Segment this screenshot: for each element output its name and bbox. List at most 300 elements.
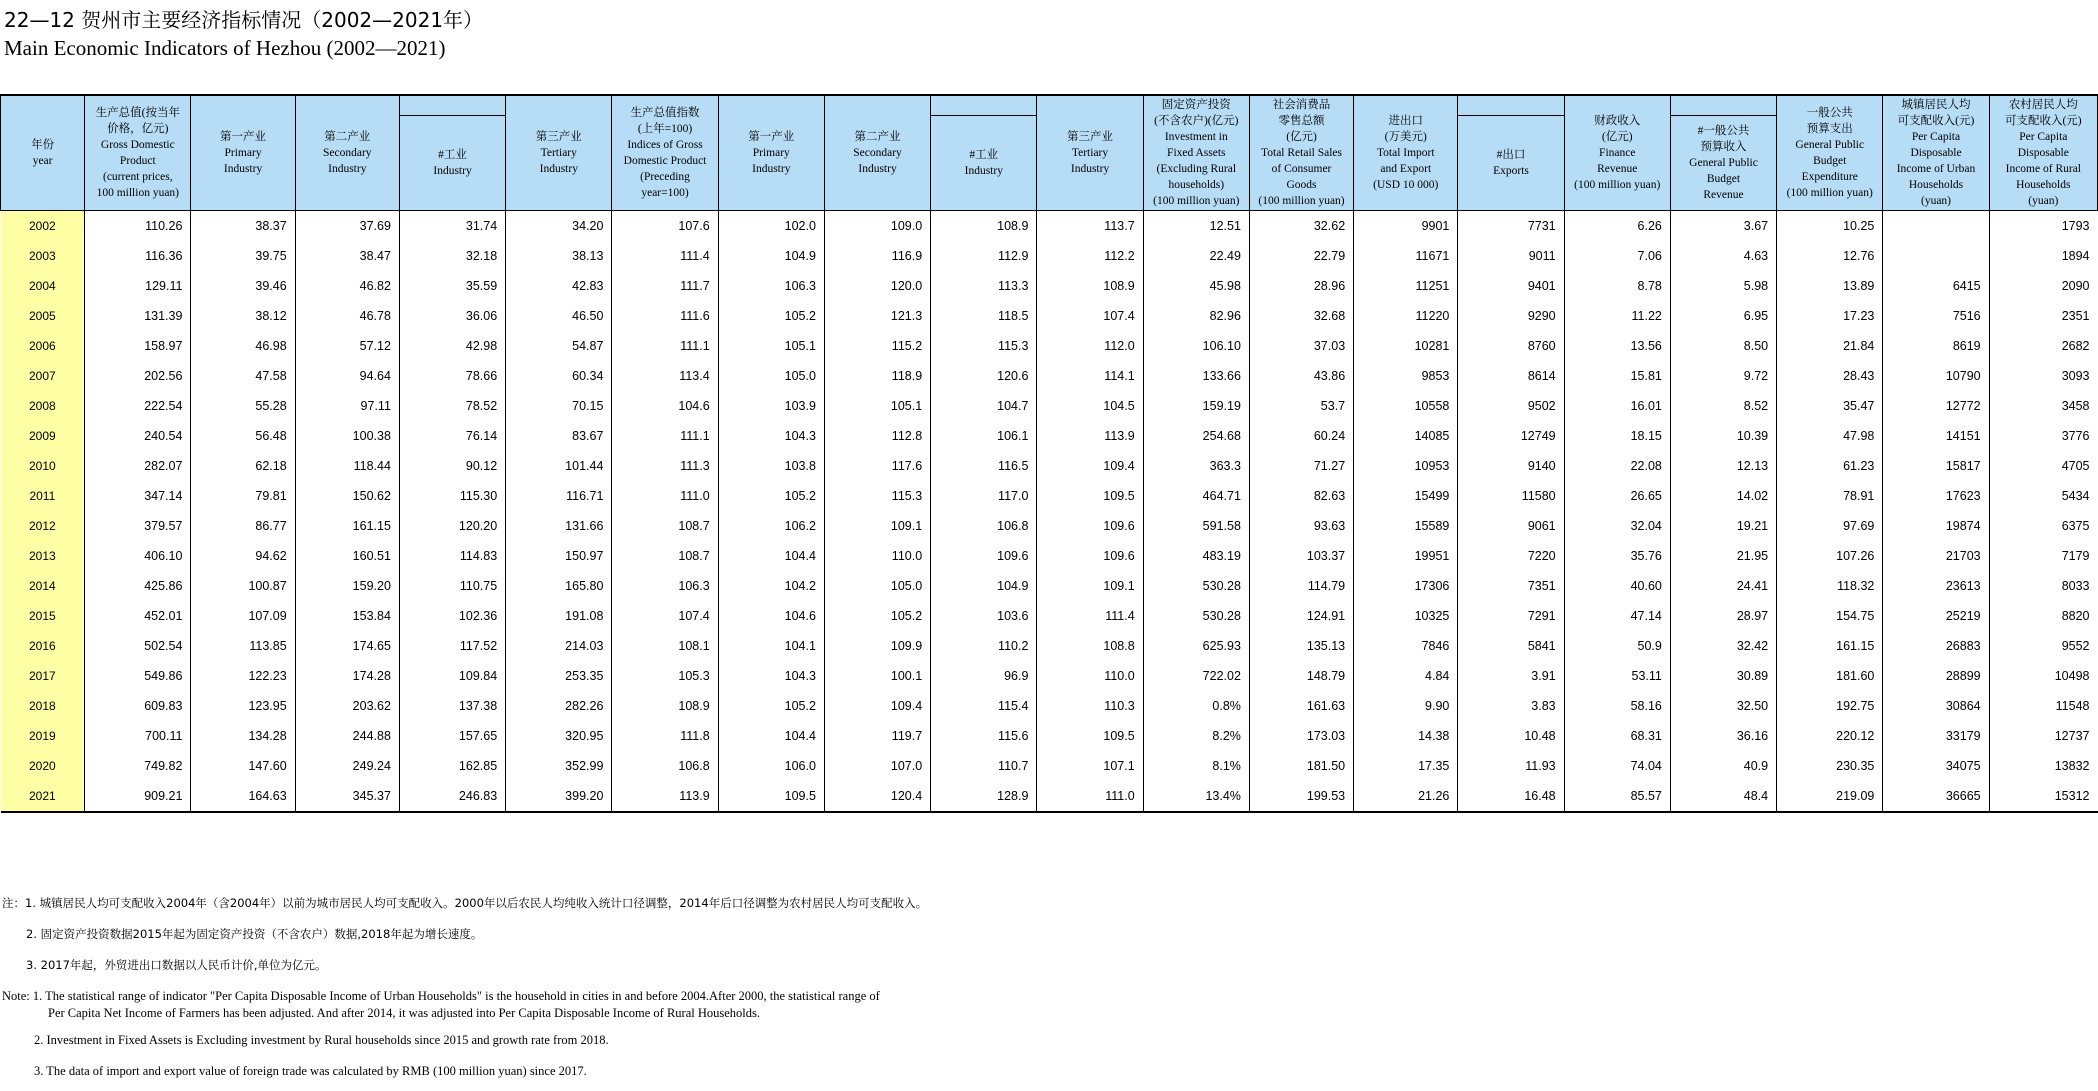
table-row <box>1 301 2098 331</box>
table-cell: 254.68 <box>1143 421 1249 451</box>
header-line: 可支配收入(元) <box>2004 115 2082 127</box>
header-line: Disposable <box>1910 147 1962 159</box>
table-cell: 104.9 <box>931 571 1037 601</box>
header-line: (上年=100) <box>637 123 693 135</box>
table-cell: 11.93 <box>1458 751 1564 781</box>
table-cell: 38.47 <box>295 241 399 271</box>
table-cell: 9901 <box>1354 211 1458 242</box>
table-cell: 8760 <box>1458 331 1564 361</box>
table-cell: 107.09 <box>191 601 295 631</box>
table-cell: 104.5 <box>1037 391 1143 421</box>
header-line: Revenue <box>1597 163 1638 175</box>
table-cell: 8.2% <box>1143 721 1249 751</box>
table-cell: 203.62 <box>295 691 399 721</box>
table-cell: 10.39 <box>1670 421 1776 451</box>
header-line: Product <box>119 155 156 167</box>
table-cell: 164.63 <box>191 781 295 812</box>
table-cell: 17.23 <box>1777 301 1883 331</box>
header-retail-sales <box>1249 95 1353 211</box>
table-cell: 16.48 <box>1458 781 1564 812</box>
header-line: General Public <box>1795 139 1865 151</box>
table-cell: 109.6 <box>931 541 1037 571</box>
table-cell: 7.06 <box>1564 241 1670 271</box>
table-cell: 108.8 <box>1037 631 1143 661</box>
table-cell: 110.75 <box>399 571 505 601</box>
table-cell: 11580 <box>1458 481 1564 511</box>
table-cell: 19874 <box>1883 511 1989 541</box>
table-cell: 42.98 <box>399 331 505 361</box>
table-cell: 12.51 <box>1143 211 1249 242</box>
table-cell: 97.69 <box>1777 511 1883 541</box>
table-cell: 68.31 <box>1564 721 1670 751</box>
table-cell: 13.89 <box>1777 271 1883 301</box>
header-line: 第三产业 <box>1067 131 1114 143</box>
header-rural-income <box>1989 95 2097 211</box>
table-cell: 10558 <box>1354 391 1458 421</box>
header-line: Total Import <box>1376 147 1435 159</box>
table-cell: 119.7 <box>824 721 930 751</box>
table-cell: 161.15 <box>1777 631 1883 661</box>
header-line: #工业 <box>438 149 467 162</box>
table-cell: 105.0 <box>824 571 930 601</box>
table-cell: 24.41 <box>1670 571 1776 601</box>
table-cell: 15.81 <box>1564 361 1670 391</box>
table-cell: 11251 <box>1354 271 1458 301</box>
table-cell: 22.08 <box>1564 451 1670 481</box>
header-secondary-index <box>824 95 930 211</box>
table-cell: 109.0 <box>824 211 930 242</box>
table-cell: 34075 <box>1883 751 1989 781</box>
table-cell: 17.35 <box>1354 751 1458 781</box>
table-cell: 103.8 <box>718 451 824 481</box>
table-cell: 12.76 <box>1777 241 1883 271</box>
table-cell: 61.23 <box>1777 451 1883 481</box>
table-cell: 105.2 <box>718 691 824 721</box>
header-line: households) <box>1168 179 1225 191</box>
header-industry-index-spacer <box>931 95 1037 116</box>
table-cell: 8619 <box>1883 331 1989 361</box>
header-line: Revenue <box>1703 189 1744 202</box>
note-en-1: Note: 1. The statistical range of indicator "Per Capita Disposable Income of Urban Households" is the household in cities in and before 2004.After 2000, the statistical range of <box>2 989 880 1003</box>
table-cell: 530.28 <box>1143 571 1249 601</box>
table-cell: 8.1% <box>1143 751 1249 781</box>
note-cn-2: 2. 固定资产投资数据2015年起为固定资产投资（不含农户）数据,2018年起为增长速度。 <box>26 927 483 941</box>
table-cell: 23613 <box>1883 571 1989 601</box>
table-cell: 8614 <box>1458 361 1564 391</box>
table-cell: 173.03 <box>1249 721 1353 751</box>
table-cell: 115.3 <box>824 481 930 511</box>
table-cell: 94.64 <box>295 361 399 391</box>
table-cell: 9140 <box>1458 451 1564 481</box>
table-cell: 6375 <box>1989 511 2097 541</box>
table-cell: 12749 <box>1458 421 1564 451</box>
page-title-en: Main Economic Indicators of Hezhou (2002—2021) <box>4 36 446 60</box>
table-cell: 47.14 <box>1564 601 1670 631</box>
table-cell: 120.4 <box>824 781 930 812</box>
table-cell: 105.1 <box>718 331 824 361</box>
table-cell: 3.91 <box>1458 661 1564 691</box>
table-cell: 464.71 <box>1143 481 1249 511</box>
table-cell: 3776 <box>1989 421 2097 451</box>
table-cell: 26883 <box>1883 631 1989 661</box>
note-en-2: 2. Investment in Fixed Assets is Excluding investment by Rural households since 2015 and growth rate from 2018. <box>34 1033 609 1047</box>
table-cell: 347.14 <box>85 481 191 511</box>
header-finance-revenue <box>1564 95 1670 211</box>
table-cell: 14.38 <box>1354 721 1458 751</box>
header-line: (100 million yuan) <box>1153 195 1240 207</box>
table-cell: 147.60 <box>191 751 295 781</box>
table-cell: 117.52 <box>399 631 505 661</box>
header-line: Households <box>2016 179 2071 191</box>
table-cell: 8033 <box>1989 571 2097 601</box>
table-cell: 148.79 <box>1249 661 1353 691</box>
year-cell: 2019 <box>1 721 85 751</box>
table-cell: 3458 <box>1989 391 2097 421</box>
table-cell: 118.32 <box>1777 571 1883 601</box>
table-cell: 35.47 <box>1777 391 1883 421</box>
table-cell: 116.9 <box>824 241 930 271</box>
header-line: Industry <box>328 163 367 175</box>
table-cell: 135.13 <box>1249 631 1353 661</box>
table-cell: 502.54 <box>85 631 191 661</box>
header-industry-spacer <box>399 95 505 116</box>
table-cell: 105.2 <box>824 601 930 631</box>
table-cell: 117.0 <box>931 481 1037 511</box>
table-cell: 111.4 <box>612 241 718 271</box>
table-row <box>1 331 2098 361</box>
table-cell: 14.02 <box>1670 481 1776 511</box>
table-cell: 9061 <box>1458 511 1564 541</box>
table-cell: 36.06 <box>399 301 505 331</box>
table-cell: 109.1 <box>824 511 930 541</box>
year-cell: 2003 <box>1 241 85 271</box>
table-cell: 120.0 <box>824 271 930 301</box>
table-cell: 9853 <box>1354 361 1458 391</box>
table-row <box>1 721 2098 751</box>
table-cell: 102.0 <box>718 211 824 242</box>
table-cell: 12737 <box>1989 721 2097 751</box>
table-row <box>1 781 2098 812</box>
table-cell: 38.12 <box>191 301 295 331</box>
header-budget-revenue-spacer <box>1670 95 1776 116</box>
header-line: of Consumer <box>1271 163 1332 175</box>
header-line: Finance <box>1599 147 1636 159</box>
table-row <box>1 571 2098 601</box>
table-cell: 82.63 <box>1249 481 1353 511</box>
header-line: Total Retail Sales <box>1261 147 1342 159</box>
table-cell: 113.4 <box>612 361 718 391</box>
table-cell: 90.12 <box>399 451 505 481</box>
table-cell: 82.96 <box>1143 301 1249 331</box>
table-cell: 7220 <box>1458 541 1564 571</box>
header-line: 第一产业 <box>220 131 267 143</box>
header-line: 进出口 <box>1388 115 1423 127</box>
table-cell: 320.95 <box>506 721 612 751</box>
table-cell: 104.2 <box>718 571 824 601</box>
table-cell: 104.9 <box>718 241 824 271</box>
table-cell: 32.42 <box>1670 631 1776 661</box>
table-cell: 37.03 <box>1249 331 1353 361</box>
table-cell: 32.62 <box>1249 211 1353 242</box>
table-cell: 15312 <box>1989 781 2097 812</box>
table-cell: 108.9 <box>1037 271 1143 301</box>
table-cell: 174.28 <box>295 661 399 691</box>
header-line: Indices of Gross <box>627 139 703 151</box>
table-cell: 109.5 <box>1037 481 1143 511</box>
table-cell <box>1883 211 1989 242</box>
table-cell: 10281 <box>1354 331 1458 361</box>
header-line: Industry <box>752 163 791 175</box>
table-cell: 46.98 <box>191 331 295 361</box>
year-cell: 2021 <box>1 781 85 812</box>
table-cell: 6.26 <box>1564 211 1670 242</box>
header-line: Industry <box>964 165 1003 178</box>
table-cell: 749.82 <box>85 751 191 781</box>
table-cell: 39.75 <box>191 241 295 271</box>
table-cell: 150.97 <box>506 541 612 571</box>
table-cell: 21.95 <box>1670 541 1776 571</box>
table-cell: 113.9 <box>1037 421 1143 451</box>
table-cell: 53.11 <box>1564 661 1670 691</box>
table-cell: 40.60 <box>1564 571 1670 601</box>
table-cell: 2090 <box>1989 271 2097 301</box>
table-cell: 12772 <box>1883 391 1989 421</box>
header-line: 预算收入 <box>1700 141 1747 154</box>
table-cell: 9.90 <box>1354 691 1458 721</box>
table-cell: 9401 <box>1458 271 1564 301</box>
note-cn-3: 3. 2017年起，外贸进出口数据以人民币计价,单位为亿元。 <box>26 958 327 972</box>
table-cell: 7516 <box>1883 301 1989 331</box>
table-cell: 105.2 <box>718 301 824 331</box>
header-line: 农村居民人均 <box>2008 99 2078 111</box>
header-line: 100 million yuan) <box>96 187 180 199</box>
table-cell: 114.83 <box>399 541 505 571</box>
header-line: (yuan) <box>1920 195 1951 207</box>
table-cell: 5.98 <box>1670 271 1776 301</box>
year-cell: 2018 <box>1 691 85 721</box>
table-cell: 110.3 <box>1037 691 1143 721</box>
table-cell: 107.1 <box>1037 751 1143 781</box>
table-cell: 220.12 <box>1777 721 1883 751</box>
table-cell: 113.85 <box>191 631 295 661</box>
table-cell: 124.91 <box>1249 601 1353 631</box>
table-cell: 78.91 <box>1777 481 1883 511</box>
year-cell: 2007 <box>1 361 85 391</box>
table-cell: 0.8% <box>1143 691 1249 721</box>
table-cell: 107.0 <box>824 751 930 781</box>
table-cell: 12.13 <box>1670 451 1776 481</box>
table-cell: 240.54 <box>85 421 191 451</box>
header-line: Industry <box>433 165 472 178</box>
table-cell: 161.15 <box>295 511 399 541</box>
table-cell: 36.16 <box>1670 721 1776 751</box>
table-cell: 104.1 <box>718 631 824 661</box>
table-cell: 100.1 <box>824 661 930 691</box>
table-cell: 159.19 <box>1143 391 1249 421</box>
table-cell: 11220 <box>1354 301 1458 331</box>
table-cell: 96.9 <box>931 661 1037 691</box>
table-cell: 7731 <box>1458 211 1564 242</box>
table-cell: 33179 <box>1883 721 1989 751</box>
header-line: Budget <box>1706 173 1741 186</box>
header-line: 固定资产投资 <box>1161 99 1231 111</box>
table-cell: 530.28 <box>1143 601 1249 631</box>
header-line: (万美元) <box>1384 131 1427 143</box>
header-budget-revenue <box>1670 116 1776 211</box>
header-line: Income of Rural <box>2005 163 2081 175</box>
header-line: Disposable <box>2017 147 2069 159</box>
table-cell: 154.75 <box>1777 601 1883 631</box>
table-cell: 1793 <box>1989 211 2097 242</box>
table-cell: 16.01 <box>1564 391 1670 421</box>
table-cell: 161.63 <box>1249 691 1353 721</box>
table-cell: 105.3 <box>612 661 718 691</box>
table-cell: 28899 <box>1883 661 1989 691</box>
page-title-cn: 22—12 贺州市主要经济指标情况（2002—2021年） <box>4 8 484 32</box>
table-cell: 133.66 <box>1143 361 1249 391</box>
table-cell: 120.6 <box>931 361 1037 391</box>
table-cell <box>1883 241 1989 271</box>
header-line: (USD 10 000) <box>1373 179 1439 191</box>
table-cell: 111.0 <box>1037 781 1143 812</box>
table-row <box>1 751 2098 781</box>
table-cell: 160.51 <box>295 541 399 571</box>
table-cell: 3.83 <box>1458 691 1564 721</box>
table-cell: 8.52 <box>1670 391 1776 421</box>
table-cell: 60.34 <box>506 361 612 391</box>
table-cell: 42.83 <box>506 271 612 301</box>
table-cell: 46.78 <box>295 301 399 331</box>
header-line: Primary <box>752 147 790 159</box>
table-cell: 47.58 <box>191 361 295 391</box>
year-cell: 2011 <box>1 481 85 511</box>
table-cell: 107.26 <box>1777 541 1883 571</box>
year-cell: 2017 <box>1 661 85 691</box>
table-row <box>1 661 2098 691</box>
table-cell: 31.74 <box>399 211 505 242</box>
header-line: Budget <box>1813 155 1847 167</box>
table-cell: 10790 <box>1883 361 1989 391</box>
table-cell: 118.5 <box>931 301 1037 331</box>
table-cell: 57.12 <box>295 331 399 361</box>
table-cell: 53.7 <box>1249 391 1353 421</box>
header-tertiary <box>506 95 612 211</box>
table-cell: 2682 <box>1989 331 2097 361</box>
table-cell: 48.4 <box>1670 781 1776 812</box>
table-cell: 111.1 <box>612 421 718 451</box>
table-cell: 115.2 <box>824 331 930 361</box>
table-row <box>1 541 2098 571</box>
table-cell: 100.87 <box>191 571 295 601</box>
table-cell: 58.16 <box>1564 691 1670 721</box>
table-cell: 909.21 <box>85 781 191 812</box>
table-cell: 19951 <box>1354 541 1458 571</box>
table-cell: 104.7 <box>931 391 1037 421</box>
table-cell: 106.3 <box>612 571 718 601</box>
table-cell: 549.86 <box>85 661 191 691</box>
header-line: Households <box>1908 179 1964 191</box>
table-cell: 35.59 <box>399 271 505 301</box>
table-cell: 115.3 <box>931 331 1037 361</box>
table-cell: 128.9 <box>931 781 1037 812</box>
header-line: 第二产业 <box>324 131 371 143</box>
table-cell: 6.95 <box>1670 301 1776 331</box>
table-cell: 97.11 <box>295 391 399 421</box>
table-cell: 39.46 <box>191 271 295 301</box>
table-cell: 7351 <box>1458 571 1564 601</box>
year-cell: 2008 <box>1 391 85 421</box>
table-cell: 10498 <box>1989 661 2097 691</box>
header-line: Primary <box>224 147 262 159</box>
header-line: #工业 <box>969 149 999 162</box>
header-exports <box>1458 116 1564 211</box>
table-cell: 85.57 <box>1564 781 1670 812</box>
table-cell: 106.10 <box>1143 331 1249 361</box>
table-cell: 7179 <box>1989 541 2097 571</box>
table-cell: 38.13 <box>506 241 612 271</box>
table-cell: 116.71 <box>506 481 612 511</box>
indicators-table <box>0 94 2098 813</box>
table-cell: 105.1 <box>824 391 930 421</box>
header-primary <box>191 95 295 211</box>
year-cell: 2020 <box>1 751 85 781</box>
table-cell: 116.36 <box>85 241 191 271</box>
table-cell: 93.63 <box>1249 511 1353 541</box>
table-cell: 109.4 <box>1037 451 1143 481</box>
table-row <box>1 691 2098 721</box>
table-cell: 9290 <box>1458 301 1564 331</box>
table-cell: 11671 <box>1354 241 1458 271</box>
table-cell: 230.35 <box>1777 751 1883 781</box>
table-cell: 94.62 <box>191 541 295 571</box>
table-cell: 123.95 <box>191 691 295 721</box>
header-line: Investment in <box>1164 131 1228 143</box>
header-line: Per Capita <box>2019 131 2068 143</box>
table-cell: 37.69 <box>295 211 399 242</box>
table-cell: 107.6 <box>612 211 718 242</box>
table-cell: 105.0 <box>718 361 824 391</box>
table-cell: 112.0 <box>1037 331 1143 361</box>
table-body <box>1 211 2098 813</box>
header-line: Gross Domestic <box>100 139 175 151</box>
table-cell: 282.07 <box>85 451 191 481</box>
header-line: (Preceding <box>640 171 690 183</box>
year-cell: 2013 <box>1 541 85 571</box>
header-gdp-index <box>612 95 718 211</box>
table-cell: 114.79 <box>1249 571 1353 601</box>
table-cell: 117.6 <box>824 451 930 481</box>
table-cell: 103.37 <box>1249 541 1353 571</box>
table-cell: 100.38 <box>295 421 399 451</box>
header-line: Industry <box>858 163 897 175</box>
table-row <box>1 511 2098 541</box>
table-cell: 10.48 <box>1458 721 1564 751</box>
table-cell: 114.1 <box>1037 361 1143 391</box>
table-cell: 115.6 <box>931 721 1037 751</box>
table-cell: 105.2 <box>718 481 824 511</box>
table-cell: 70.15 <box>506 391 612 421</box>
year-cell: 2016 <box>1 631 85 661</box>
table-row <box>1 211 2098 242</box>
year-cell: 2002 <box>1 211 85 242</box>
table-cell: 110.0 <box>1037 661 1143 691</box>
table-cell: 21703 <box>1883 541 1989 571</box>
table-cell: 111.0 <box>612 481 718 511</box>
table-cell: 6415 <box>1883 271 1989 301</box>
header-line: (current prices, <box>103 171 173 183</box>
header-line: year=100) <box>641 187 689 199</box>
table-cell: 104.4 <box>718 721 824 751</box>
